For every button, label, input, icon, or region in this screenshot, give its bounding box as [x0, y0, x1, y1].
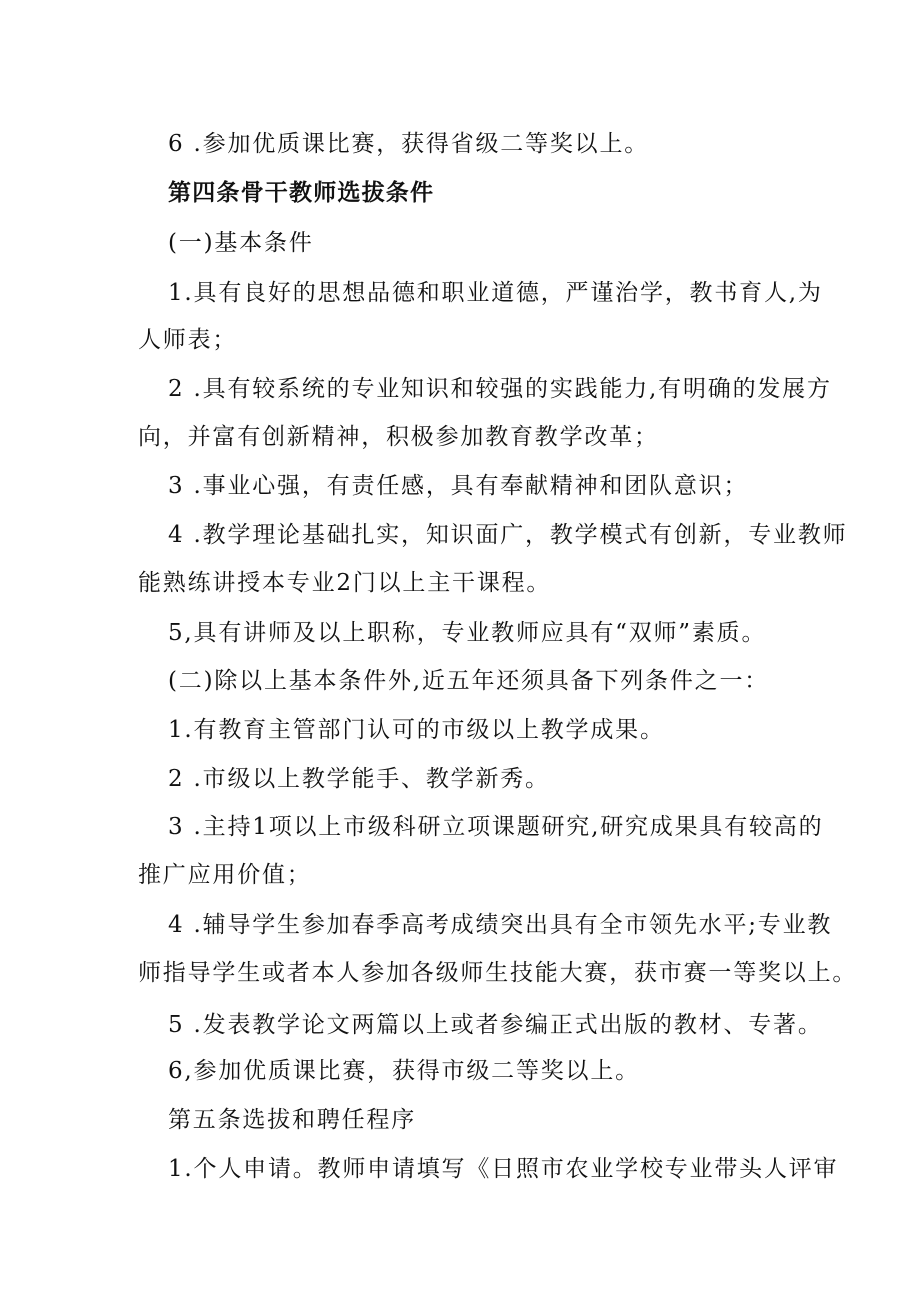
text-line: 5,具有讲师及以上职称，专业教师应具有“双师”素质。 — [168, 620, 767, 646]
text-line: 1.个人申请。教师申请填写《日照市农业学校专业带头人评审 — [168, 1156, 839, 1182]
text-line: 4 .教学理论基础扎实，知识面广，教学模式有创新，专业教师 — [168, 522, 848, 548]
text-line: 6,参加优质课比赛，获得市级二等奖以上。 — [168, 1058, 640, 1084]
text-line: 1.有教育主管部门认可的市级以上教学成果。 — [168, 717, 665, 743]
text-line-continuation: 人师表； — [138, 327, 238, 353]
text-line: 3 .事业心强，有责任感，具有奉献精神和团队意识； — [168, 473, 749, 499]
text-line: 3 .主持1项以上市级科研立项课题研究,研究成果具有较高的 — [168, 814, 824, 840]
text-line-continuation: 师指导学生或者本人参加各级师生技能大赛，获市赛一等奖以上。 — [138, 960, 858, 986]
text-line-continuation: 向，并富有创新精神，积极参加教育教学改革； — [138, 424, 659, 450]
text-line: 2 .市级以上教学能手、教学新秀。 — [168, 766, 550, 792]
text-line: 2 .具有较系统的专业知识和较强的实践能力,有明确的发展方 — [168, 376, 832, 402]
text-line-continuation: 能熟练讲授本专业2门以上主干课程。 — [138, 570, 552, 596]
text-line: 5 .发表教学论文两篇以上或者参编正式出版的教材、专著。 — [168, 1012, 823, 1038]
text-line-continuation: 推广应用价值； — [138, 862, 312, 888]
text-line: 4 .辅导学生参加春季高考成绩突出具有全市领先水平;专业教 — [168, 912, 833, 938]
section-heading: 第五条选拔和聘任程序 — [168, 1107, 416, 1133]
text-line: 1.具有良好的思想品德和职业道德，严谨治学，教书育人,为 — [168, 280, 823, 306]
section-heading: 第四条骨干教师选拔条件 — [168, 179, 435, 206]
subsection-heading: (一)基本条件 — [168, 230, 314, 256]
subsection-heading: (二)除以上基本条件外,近五年还须具备下列条件之一： — [168, 668, 770, 694]
text-line: 6 .参加优质课比赛，获得省级二等奖以上。 — [168, 131, 650, 157]
